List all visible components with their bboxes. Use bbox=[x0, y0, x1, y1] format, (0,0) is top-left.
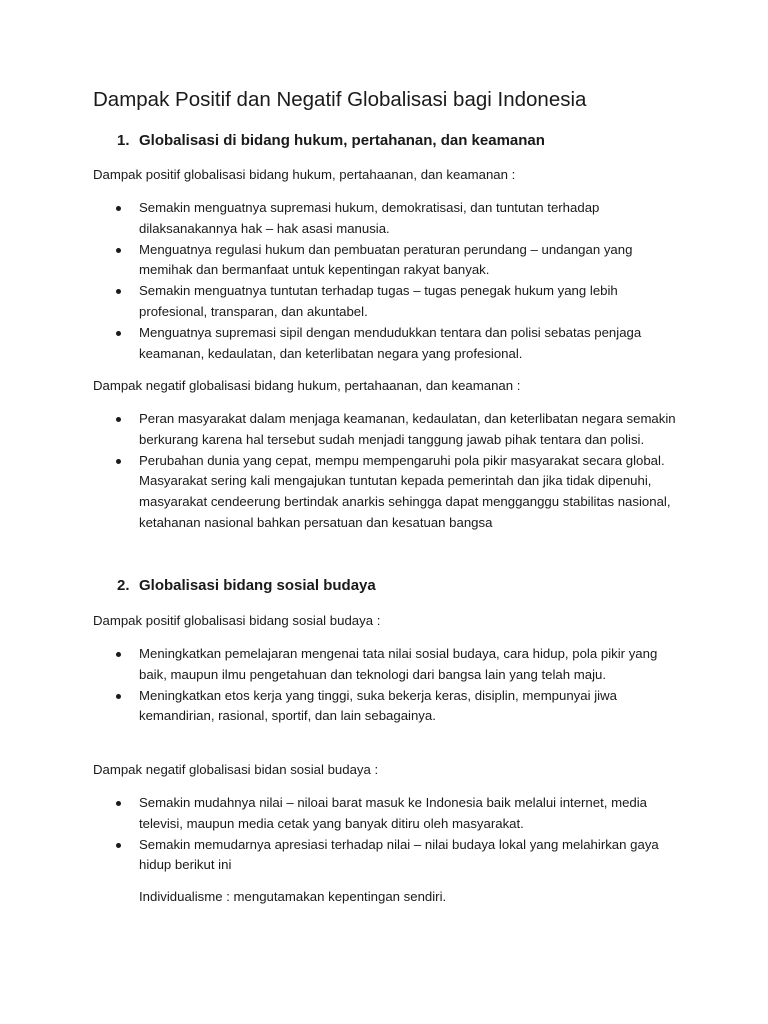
bullet-icon bbox=[116, 331, 121, 336]
document-title: Dampak Positif dan Negatif Globalisasi bagi Indonesia bbox=[93, 88, 587, 111]
section-1-heading bbox=[117, 132, 545, 149]
section-2-positive-intro: Dampak positif globalisasi bidang sosial budaya : bbox=[93, 613, 381, 628]
list-item bbox=[0, 409, 684, 451]
list-item-text: Semakin memudarnya apresiasi terhadap nilai – nilai budaya lokal yang melahirkan gaya hidup berikut ini bbox=[139, 836, 659, 873]
list-item-text: Semakin mudahnya nilai – niloai barat masuk ke Indonesia baik melalui internet, media televisi, maupun media cetak yang banyak ditiru oleh masyarakat. bbox=[139, 795, 648, 831]
bullet-icon bbox=[116, 801, 121, 806]
section-1-negative-intro: Dampak negatif globalisasi bidang hukum, pertahaanan, dan keamanan : bbox=[93, 378, 521, 393]
list-item-text: Menguatnya regulasi hukum dan pembuatan peraturan perundang – undangan yang memihak dan bermanfaat untuk kepentingan rakyat banyak. bbox=[139, 241, 633, 278]
list-item bbox=[0, 323, 684, 365]
bullet-icon bbox=[116, 652, 121, 657]
section-1-title: Globalisasi di bidang hukum, pertahanan, dan keamanan bbox=[139, 132, 545, 149]
list-item-text: Semakin menguatnya supremasi hukum, demokratisasi, dan tuntutan terhadap dilaksanakannya hak – hak asasi manusia. bbox=[139, 200, 600, 236]
section-1-positive-list bbox=[0, 198, 768, 364]
list-item bbox=[0, 451, 684, 534]
list-item bbox=[0, 281, 684, 323]
section-2-number: 2. bbox=[117, 577, 130, 594]
section-2-positive-list bbox=[0, 644, 768, 727]
section-2-title: Globalisasi bidang sosial budaya bbox=[139, 577, 376, 594]
list-item bbox=[0, 198, 684, 240]
bullet-icon bbox=[116, 417, 121, 422]
list-item-text: Meningkatkan pemelajaran mengenai tata nilai sosial budaya, cara hidup, pola pikir yang baik, maupun ilmu pengetahuan dan teknologi dari bangsa lain yang telah maju. bbox=[139, 646, 658, 682]
list-item bbox=[0, 793, 684, 835]
section-2-negative-intro: Dampak negatif globalisasi bidan sosial budaya : bbox=[93, 762, 379, 777]
list-item bbox=[0, 644, 684, 686]
bullet-icon bbox=[116, 843, 121, 848]
section-2-heading bbox=[117, 577, 376, 594]
section-2-negative-list bbox=[0, 793, 768, 876]
bullet-icon bbox=[116, 248, 121, 253]
section-1-negative-list bbox=[0, 409, 768, 534]
bullet-icon bbox=[116, 694, 121, 699]
bullet-icon bbox=[116, 289, 121, 294]
section-1-positive-intro: Dampak positif globalisasi bidang hukum, pertahaanan, dan keamanan : bbox=[93, 167, 516, 182]
list-item-text: Semakin menguatnya tuntutan terhadap tugas – tugas penegak hukum yang lebih profesional, transparan, dan akuntabel. bbox=[139, 283, 618, 319]
list-item bbox=[0, 240, 684, 282]
bullet-icon bbox=[116, 459, 121, 464]
bullet-icon bbox=[116, 206, 121, 211]
list-item bbox=[0, 835, 684, 877]
list-item-text: Peran masyarakat dalam menjaga keamanan, kedaulatan, dan keterlibatan negara semakin berkurang karena hal tersebut sudah menjadi tanggung jawab pihak tentara dan polisi. bbox=[139, 411, 676, 447]
section-1-number: 1. bbox=[117, 132, 130, 149]
sub-note: Individualisme : mengutamakan kepentingan sendiri. bbox=[139, 889, 447, 904]
list-item bbox=[0, 686, 684, 728]
list-item-text: Meningkatkan etos kerja yang tinggi, suka bekerja keras, disiplin, mempunyai jiwa kemandirian, rasional, sportif, dan lain sebagainya. bbox=[139, 687, 617, 724]
list-item-text: Menguatnya supremasi sipil dengan mendudukkan tentara dan polisi sebatas penjaga keamanan, kedaulatan, dan keterlibatan negara yang profesional. bbox=[139, 324, 642, 361]
list-item-text: Perubahan dunia yang cepat, mempu mempengaruhi pola pikir masyarakat secara global. Masyarakat sering kali mengajukan tuntutan kepada pemerintah dan jika tidak dipenuhi, masyarakat cendeerung bertindak anarkis sehingga dapat mengganggu stabilitas nasional, ketahanan nasional bahkan persatuan dan kesatuan bangsa bbox=[139, 452, 671, 530]
